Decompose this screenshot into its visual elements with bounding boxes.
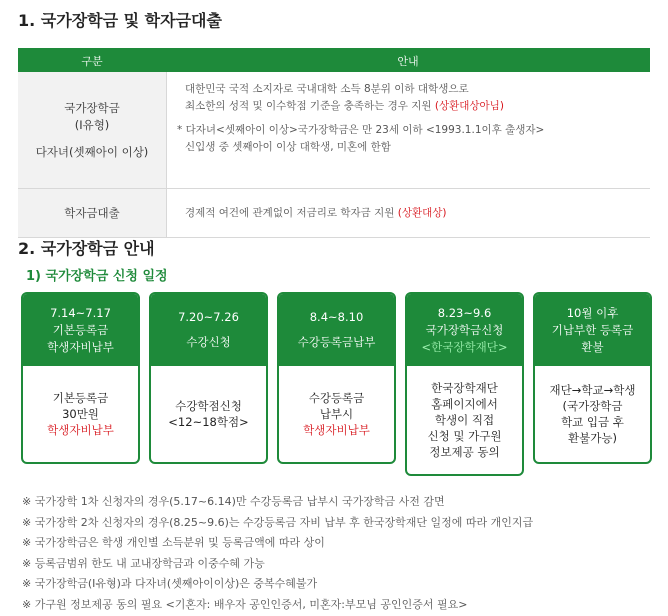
card-body [151,366,266,462]
label-loan: 학자금대출 [64,205,120,220]
card-text: 학생자비납부 [303,423,370,437]
card-title: 수강신청 [186,335,231,349]
card-text: <12~18학점> [168,415,249,429]
row-label-scholarship [18,72,167,188]
notes-list [22,492,533,616]
card-body [23,366,138,462]
card-text: 납부시 [319,407,354,421]
label-multi-child: 다자녀(셋째아이 이상) [35,144,149,159]
card-text: (국가장학금 [562,399,623,413]
card-text: 학생이 직접 [434,413,495,427]
card-title: 수강등록금납부 [297,335,376,349]
card-date: 7.14~7.17 [50,305,111,320]
card-title: 기본등록금 [52,322,109,337]
schedule-card-2 [149,292,268,464]
header-category: 구분 [81,55,103,68]
card-text: 홈페이지에서 [431,397,498,411]
card-header [407,294,522,366]
content-line: 경제적 여건에 관계없이 저금리로 학자금 지원 (상환대상) [185,206,447,219]
section-title-1: 1. 국가장학금 및 학자금대출 [18,11,222,30]
card-date: 8.4~8.10 [309,310,364,324]
card-text: 학생자비납부 [47,423,114,437]
schedule-card-4 [405,292,524,476]
schedule-card-3 [277,292,396,464]
card-text: 수강등록금 [308,391,365,405]
no-repay-note: (상환대상아님) [434,100,504,112]
card-date: 8.23~9.6 [437,305,492,320]
row-content-scholarship [167,72,650,188]
card-header [279,294,394,366]
card-body [535,366,650,462]
card-title: 국가장학금신청 [425,322,504,337]
row-label-loan [18,189,167,237]
header-guide: 안내 [397,55,419,68]
schedule-card-5 [533,292,652,464]
content-line: * 다자녀<셋째아이 이상>국가장학금은 만 23세 이하 <1993.1.1이후 출생자> [177,124,545,136]
row-content-loan [167,189,650,237]
schedule-card-1 [21,292,140,464]
note-item: ※ 가구원 정보제공 동의 필요 <기혼자: 배우자 공인인증서, 미혼자:부모님 공인인증서 필요> [22,597,468,611]
card-header [535,294,650,366]
content-line: 대한민국 국적 소지자로 국내대학 소득 8분위 이하 대학생으로 [185,83,469,95]
card-body [407,366,522,474]
content-line: 신입생 중 셋째아이 이상 대학생, 미혼에 한함 [185,141,391,153]
card-text: 재단→학교→학생 [549,383,636,397]
card-title: 학생자비납부 [47,339,114,354]
note-item: ※ 국가장학 1차 신청자의 경우(5.17~6.14)만 수강등록금 납부시 국가장학금 사전 감면 [22,495,445,508]
label-type-1: (I유형) [74,117,110,132]
label-national-scholarship: 국가장학금 [64,100,120,115]
card-date: 10월 이후 [566,305,619,320]
table-header [18,50,650,72]
content-line: 최소한의 성적 및 이수학점 기준을 충족하는 경우 지원 (상환대상아님) [185,100,504,112]
note-item: ※ 국가장학 2차 신청자의 경우(8.25~9.6)는 수강등록금 자비 납부 후 한국장학재단 일정에 따라 개인지급 [22,515,534,529]
card-text: 학교 입금 후 [561,415,624,429]
info-table [18,48,650,238]
card-title: 환불 [581,339,604,354]
card-title: 기납부한 등록금 [551,322,634,337]
card-text: 수강학점신청 [175,399,242,413]
card-text: 30만원 [62,407,99,421]
repay-note: (상환대상) [397,206,447,219]
section-title-2: 2. 국가장학금 안내 [18,239,155,258]
table-row-loan [18,189,650,238]
card-date: 7.20~7.26 [178,310,239,324]
card-text: 환불가능) [568,431,617,445]
card-body [279,366,394,462]
card-text: 정보제공 동의 [429,445,500,459]
section-subtitle: 1) 국가장학금 신청 일정 [26,269,168,284]
card-header [151,294,266,366]
note-item: ※ 국가장학금(I유형)과 다자녀(셋째아이이상)은 중복수혜불가 [22,577,318,591]
note-item: ※ 등록금범위 한도 내 교내장학금과 이중수혜 가능 [22,556,265,570]
card-title: <한국장학재단> [421,339,508,354]
card-text: 한국장학재단 [431,381,498,395]
card-text: 신청 및 가구원 [427,429,502,443]
card-header [23,294,138,366]
card-text: 기본등록금 [52,391,109,405]
table-row-scholarship [18,72,650,189]
note-item: ※ 국가장학금은 학생 개인별 소득분위 및 등록금액에 따라 상이 [22,536,325,550]
